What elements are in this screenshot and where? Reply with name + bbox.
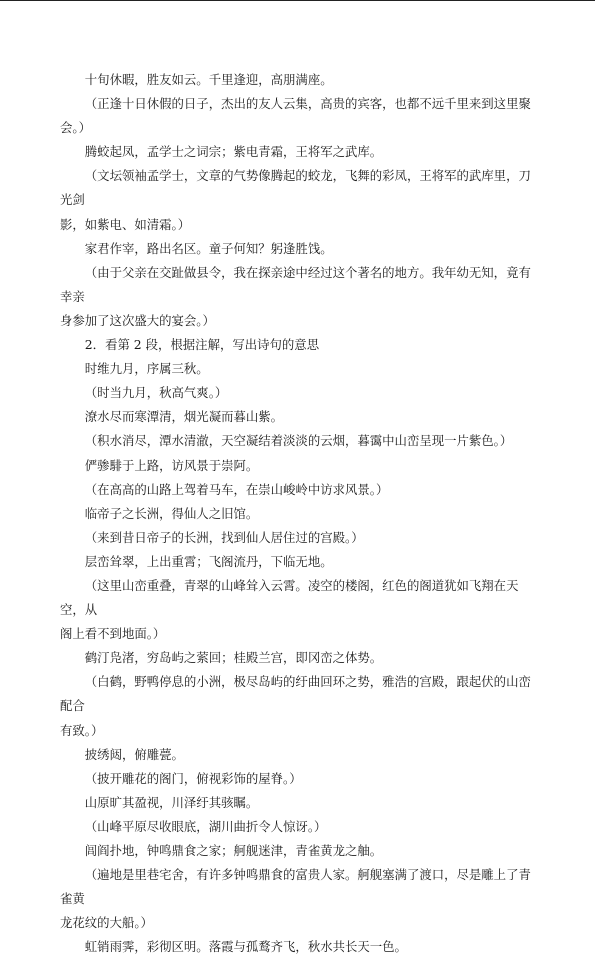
text-line: 鹤汀凫渚，穷岛屿之萦回；桂殿兰宫，即冈峦之体势。 bbox=[84, 650, 383, 666]
text-line: 十旬休暇，胜友如云。千里逢迎，高朋满座。 bbox=[84, 72, 333, 87]
text-line: 山原旷其盈视，川泽纡其骇瞩。 bbox=[84, 794, 259, 810]
text-line: 潦水尽而寒潭清，烟光凝而暮山紫。 bbox=[84, 409, 284, 425]
text-line: （正逢十日休假的日子，杰出的友人云集，高贵的宾客，也都不远千里来到这里聚会。） bbox=[60, 96, 531, 136]
text-line: 俨骖騑于上路，访风景于崇阿。 bbox=[84, 457, 259, 473]
text-line: 披绣闼，俯雕甍。 bbox=[84, 746, 184, 762]
document-body bbox=[60, 68, 540, 959]
text-line: （时当九月，秋高气爽。） bbox=[84, 385, 228, 401]
text-line: 时维九月，序属三秋。 bbox=[84, 361, 209, 377]
text-line: 身参加了这次盛大的宴会。） bbox=[60, 312, 215, 328]
text-line: 家君作宰，路出名区。童子何知？躬逢胜饯。 bbox=[84, 240, 333, 256]
header-rule bbox=[0, 0, 595, 1]
text-line: （白鹤，野鸭停息的小洲，极尽岛屿的纡曲回环之势，雅浩的宫殿，跟起伏的山峦配合 bbox=[60, 674, 531, 714]
text-line: 层峦耸翠，上出重霄；飞阁流丹，下临无地。 bbox=[84, 553, 333, 569]
text-line: 闾阎扑地，钟鸣鼎食之家；舸舰迷津，青雀黄龙之舳。 bbox=[84, 843, 383, 858]
text-line: 虹销雨霁，彩彻区明。落霞与孤鹜齐飞，秋水共长天一色。 bbox=[84, 939, 407, 955]
text-line: （在高高的山路上驾着马车，在崇山峻岭中访求风景。） bbox=[84, 481, 389, 497]
text-line: 阁上看不到地面。） bbox=[60, 626, 166, 642]
text-line: （来到昔日帝子的长洲，找到仙人居住过的宫殿。） bbox=[84, 529, 364, 545]
text-line: 影，如紫电、如清霜。） bbox=[60, 216, 191, 232]
text-line: （山峰平原尽收眼底，湖川曲折令人惊讶。） bbox=[84, 818, 327, 834]
text-line: 临帝子之长洲，得仙人之旧馆。 bbox=[84, 505, 259, 521]
text-line: 有致。） bbox=[60, 722, 104, 738]
text-line: （文坛领袖孟学士，文章的气势像腾起的蛟龙，飞舞的彩凤，王将军的武库里，刀光剑 bbox=[60, 168, 531, 208]
text-line: 龙花纹的大船。） bbox=[60, 915, 153, 931]
text-line: （积水消尽，潭水清澈，天空凝结着淡淡的云烟，暮霭中山峦呈现一片紫色。） bbox=[84, 433, 513, 449]
text-line: （这里山峦重叠，青翠的山峰耸入云霄。凌空的楼阁，红色的阁道犹如飞翔在天空，从 bbox=[60, 577, 519, 618]
text-line: （披开雕花的阁门，俯视彩饰的屋脊。） bbox=[84, 770, 302, 786]
text-line: （由于父亲在交趾做县令，我在探亲途中经过这个著名的地方。我年幼无知，竟有幸亲 bbox=[60, 264, 531, 304]
text-line: （遍地是里巷宅舍，有许多钟鸣鼎食的富贵人家。舸舰塞满了渡口，尽是雕上了青雀黄 bbox=[60, 867, 531, 907]
text-line: 腾蛟起凤，孟学士之词宗；紫电青霜，王将军之武库。 bbox=[84, 144, 383, 160]
text-line: 2．看第 2 段，根据注解，写出诗句的意思 bbox=[84, 337, 320, 353]
